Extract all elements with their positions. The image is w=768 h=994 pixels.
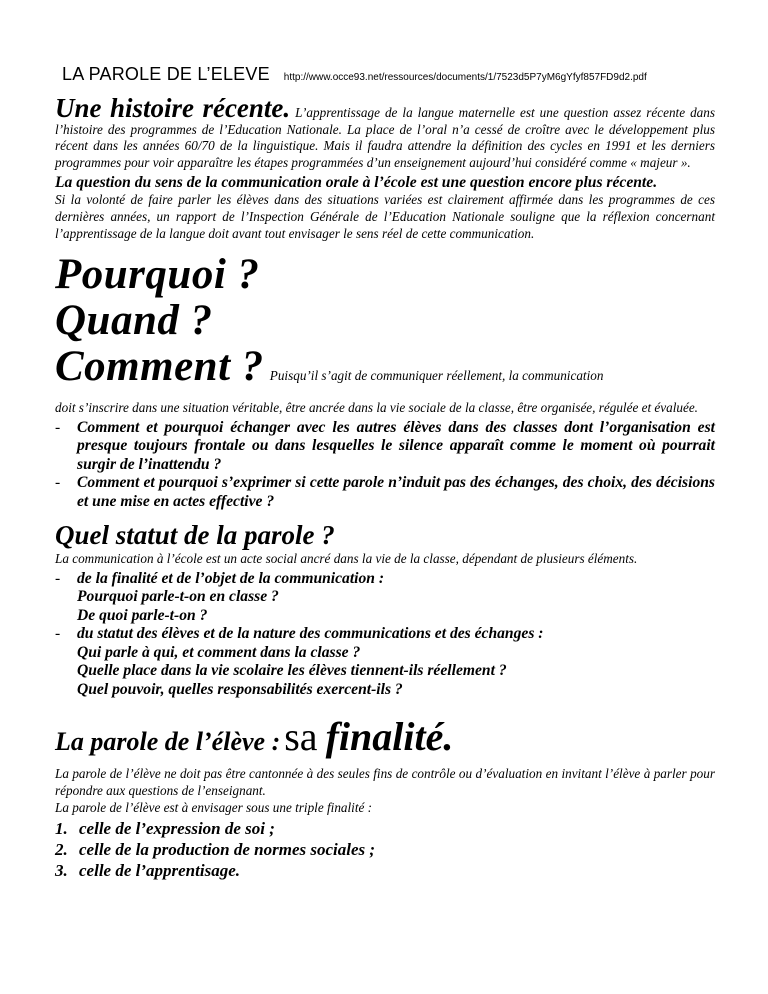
finalite-paragraph-2: La parole de l’élève est à envisager sous une triple finalité : [55, 799, 373, 815]
list-item: - du statut des élèves et de la nature des communications et des échanges : Qui parle à qui, et comment dans la classe ? Quelle place dans la vie scolaire les élèves tiennent-ils réellement ? Quel pouvoir, quelles responsabilités exercent-ils ? [55, 625, 715, 699]
sub-question: Qui parle à qui, et comment dans la classe ? [77, 643, 361, 661]
heading-comment: Comment ? [55, 343, 264, 391]
sub-question: De quoi parle-t-on ? [77, 606, 208, 624]
heading-quand: Quand ? [55, 297, 213, 345]
heading-histoire: Une histoire récente. [55, 93, 291, 123]
sub-question: Pourquoi parle-t-on en classe ? [77, 588, 279, 606]
statut-paragraph: La communication à l’école est un acte social ancré dans la vie de la classe, dépendant de plusieurs éléments. [55, 551, 638, 567]
communication-text-start: Puisqu’il s’agit de communiquer réellement, la communication [269, 368, 604, 384]
finalite-paragraph-1: La parole de l’élève ne doit pas être cantonnée à des seules fins de contrôle ou d’évaluation en invitant l’élève à parler pour répondre aux questions de l’enseignant. [55, 766, 715, 798]
programmes-paragraph: Si la volonté de faire parler les élèves dans des situations variées est clairement affirmée dans les programmes de ces dernières années, un rapport de l’Inspection Générale de l’Education Nationale souligne que la réflexion concernant l’apprentissage de la langue doit avant tout envisager le sens réel de cette communication. [55, 192, 715, 241]
heading-finalite: La parole de l’élève : sa finalité. [55, 714, 454, 760]
communication-text-rest: doit s’inscrire dans une situation véritable, être ancrée dans la vie sociale de la classe, être organisée, régulée et évaluée. [55, 400, 698, 416]
sub-question: Quel pouvoir, quelles responsabilités exercent-ils ? [77, 680, 403, 698]
list-item: 3. celle de l’apprentisage. [55, 861, 240, 881]
finalite-list [55, 818, 715, 881]
document-title: LA PAROLE DE L’ELEVE [62, 64, 270, 84]
section-histoire [55, 93, 715, 171]
list-item: 1. celle de l’expression de soi ; [55, 819, 275, 839]
list-item: - Comment et pourquoi s’exprimer si cette parole n’induit pas des échanges, des choix, des décisions et une mise en actes effective ? [55, 474, 715, 510]
list-item: - Comment et pourquoi échanger avec les autres élèves dans des classes dont l’organisation est presque toujours frontale ou dans lesquelles le silence apparaît comme le moment où pourrait surgir de l’inattendu ? [55, 418, 715, 473]
sub-question: Quelle place dans la vie scolaire les élèves tiennent-ils réellement ? [77, 662, 507, 680]
intro-paragraph: L’apprentissage de la langue maternelle est une question assez récente dans l’histoire des programmes de l’Education Nationale. La place de l’oral n’a cessé de croître avec le développement plus récent dans les années 60/70 de la linguistique. Mais il faudra attendre la définition des cycles en 1991 et les derniers programmes pour voir apparaître les étapes programmées d’un enseignement aujourd’hui considéré comme « majeur ». [55, 105, 715, 170]
section-questions [55, 252, 715, 511]
heading-pourquoi: Pourquoi ? [55, 251, 260, 299]
page-header [62, 64, 722, 85]
questions-list [55, 419, 715, 512]
statut-list [55, 570, 715, 700]
document-body [55, 93, 715, 881]
heading-comment-line [55, 344, 715, 399]
question-sens: La question du sens de la communication orale à l’école est une question encore plus récente. [55, 174, 658, 192]
heading-statut: Quel statut de la parole ? [55, 520, 335, 551]
list-item: - de la finalité et de l’objet de la communication : Pourquoi parle-t-on en classe ? De quoi parle-t-on ? [55, 570, 715, 626]
source-url: http://www.occe93.net/ressources/documents/1/7523d5P7yM6gYfyf857FD9d2.pdf [283, 72, 647, 83]
list-item: 2. celle de la production de normes sociales ; [55, 840, 376, 860]
